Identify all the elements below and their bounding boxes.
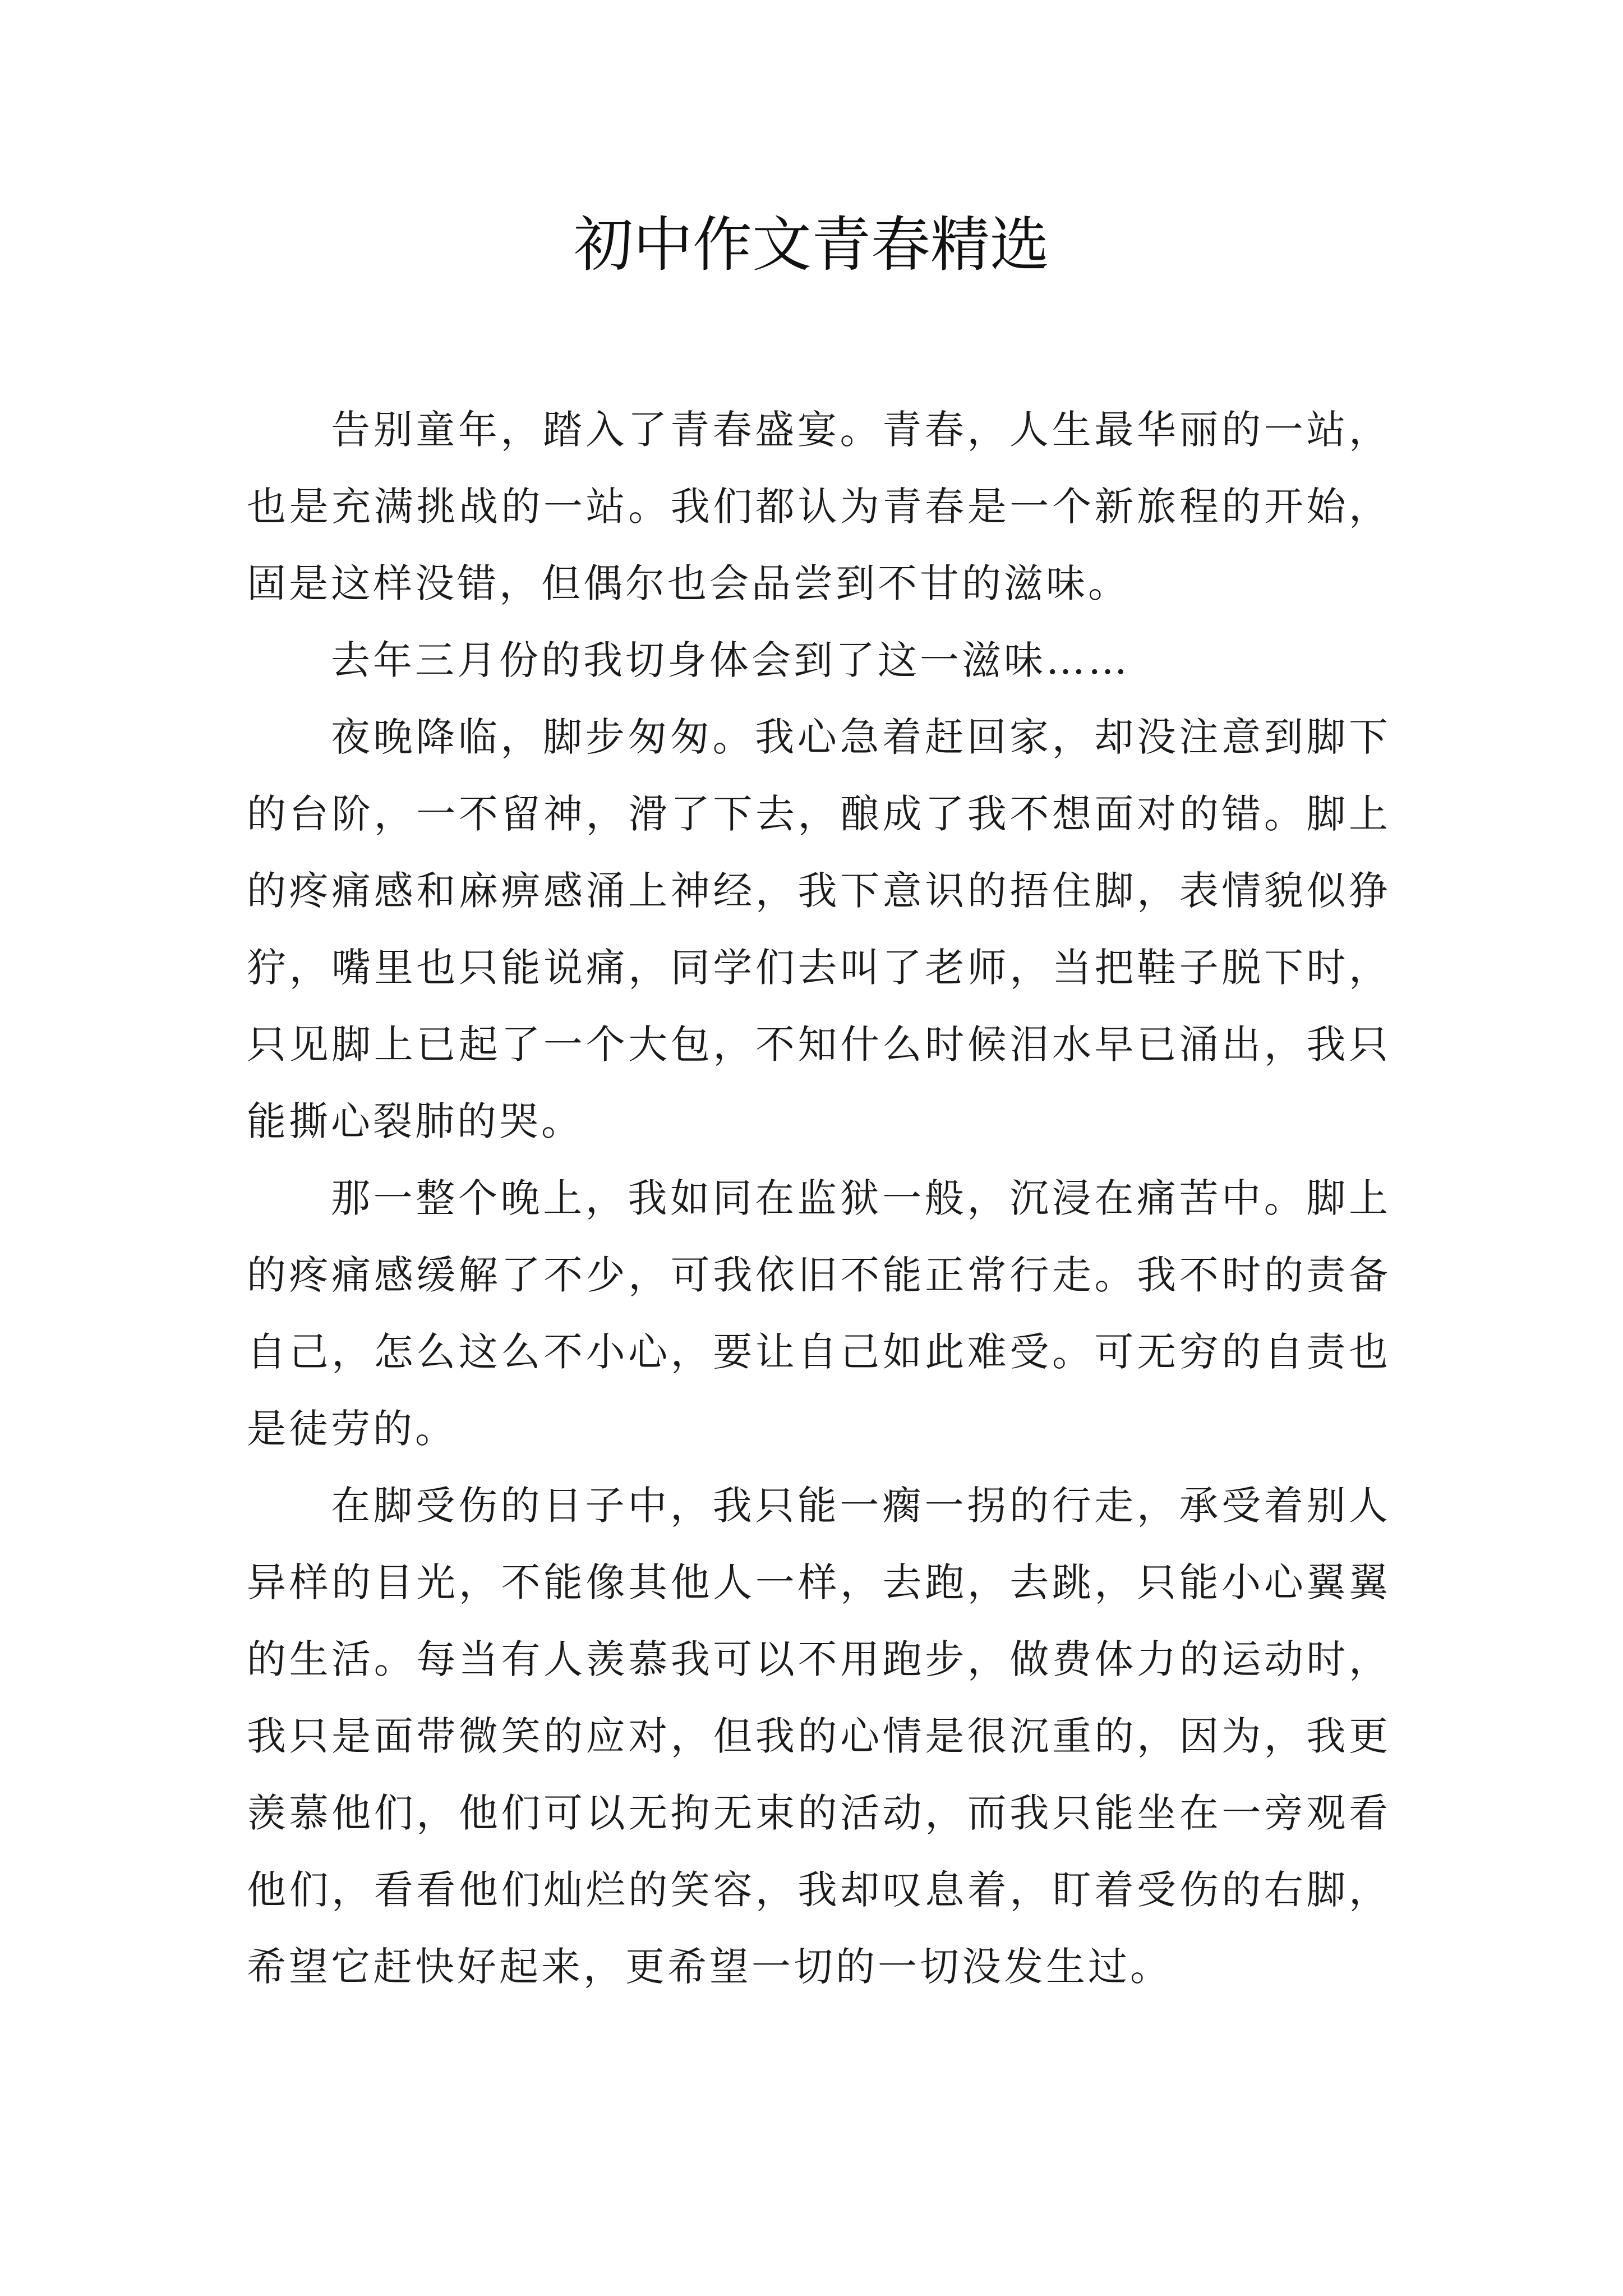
document-title: 初中作文青春精选 [574,210,1049,279]
document-body [247,392,1391,2005]
paragraph-2: 去年三月份的我切身体会到了这一滋味…… [331,637,1130,683]
paragraph-1: 告别童年，踏入了青春盛宴。青春，人生最华丽的一站，也是充满挑战的一站。我们都认为青春是一个新旅程的开始，固是这样没错，但偶尔也会品尝到不甘的滋味。 [247,407,1391,606]
paragraph-5: 在脚受伤的日子中，我只能一瘸一拐的行走，承受着别人异样的目光，不能像其他人一样，去跑，去跳，只能小心翼翼的生活。每当有人羡慕我可以不用跑步，做费体力的运动时，我只是面带微笑的应对，但我的心情是很沉重的，因为，我更羡慕他们，他们可以无拘无束的活动，而我只能坐在一旁观看他们，看看他们灿烂的笑容，我却叹息着，盯着受伤的右脚，希望它赶快好起来，更希望一切的一切没发生过。 [247,1483,1391,1990]
paragraph-3: 夜晚降临，脚步匆匆。我心急着赶回家，却没注意到脚下的台阶，一不留神，滑了下去，酿成了我不想面对的错。脚上的疼痛感和麻痹感涌上神经，我下意识的捂住脚，表情貌似狰狞，嘴里也只能说痛，同学们去叫了老师，当把鞋子脱下时，只见脚上已起了一个大包，不知什么时候泪水早已涌出，我只能撕心裂肺的哭。 [247,714,1391,1144]
paragraph-4: 那一整个晚上，我如同在监狱一般，沉浸在痛苦中。脚上的疼痛感缓解了不少，可我依旧不能正常行走。我不时的责备自己，怎么这么不小心，要让自己如此难受。可无穷的自责也是徒劳的。 [247,1175,1391,1452]
